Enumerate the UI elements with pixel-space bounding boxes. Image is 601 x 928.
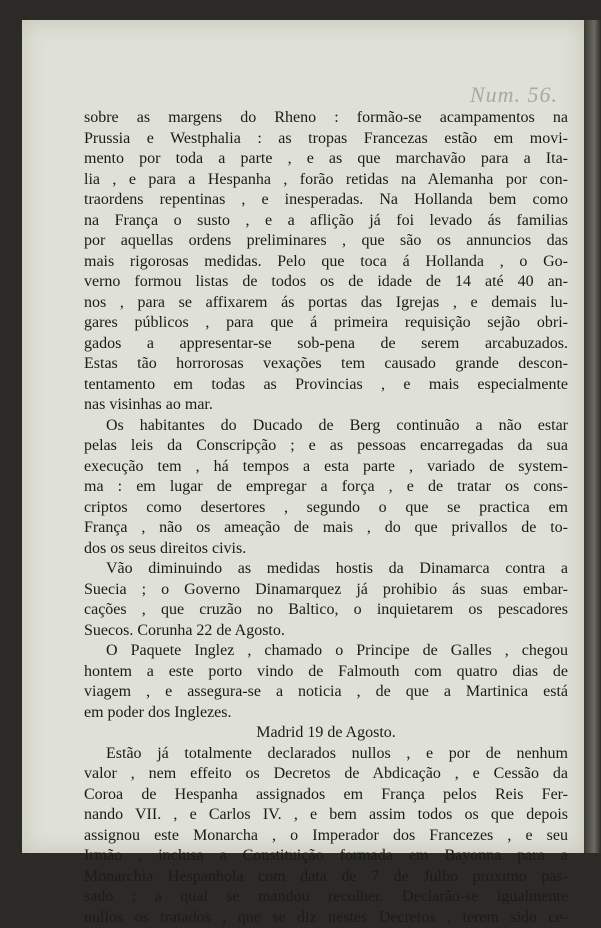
text-line: nando VII. , e Carlos IV. , e bem assim todos os que depois bbox=[84, 805, 568, 826]
text-line: assignou este Monarcha , o Imperador dos Francezes , e seu bbox=[84, 826, 568, 847]
text-line: gados a appresentar-se sob-pena de serem arcabuzados. bbox=[84, 334, 568, 355]
text-line: verno formou listas de todos os de idade de 14 até 40 an- bbox=[84, 272, 568, 293]
text-line: em poder dos Inglezes. bbox=[84, 703, 568, 724]
text-line: nas visinhas ao mar. bbox=[84, 395, 568, 416]
article-body bbox=[84, 108, 568, 928]
text-line: dos os seus direitos civis. bbox=[84, 539, 568, 560]
text-line: Prussia e Westphalia : as tropas Francezas estão em movi- bbox=[84, 129, 568, 150]
text-line: hontem a este porto vindo de Falmouth com quatro dias de bbox=[84, 662, 568, 683]
text-line: Suecos. Corunha 22 de Agosto. bbox=[84, 621, 568, 642]
text-line: Irmão , inclusa a Constituição formada em Bayonna para a bbox=[84, 846, 568, 867]
text-line: viagem , e assegura-se a noticia , de que a Martinica está bbox=[84, 682, 568, 703]
text-line: Madrid 19 de Agosto. bbox=[84, 723, 568, 744]
text-line: França , não os ameação de mais , do que privallos de to- bbox=[84, 518, 568, 539]
text-line: ma : em lugar de empregar a força , e de tratar os cons- bbox=[84, 477, 568, 498]
text-line: Coroa de Hespanha assignados em França pelos Reis Fer- bbox=[84, 785, 568, 806]
text-line: mento por toda a parte , e as que marchavão para a Ita- bbox=[84, 149, 568, 170]
text-line: Os habitantes do Ducado de Berg continuão a não estar bbox=[84, 416, 568, 437]
text-line: cações , que cruzão no Baltico, o inquietarem os pescadores bbox=[84, 600, 568, 621]
text-line: pelas leis da Conscripção ; e as pessoas encarregadas da sua bbox=[84, 436, 568, 457]
text-line: na França o susto , e a aflição já foi levado ás familias bbox=[84, 211, 568, 232]
text-line: valor , nem effeito os Decretos de Abdicação , e Cessão da bbox=[84, 764, 568, 785]
text-line: Suecia ; o Governo Dinamarquez já prohibio ás suas embar- bbox=[84, 580, 568, 601]
text-line: criptos como desertores , segundo o que se practica em bbox=[84, 498, 568, 519]
text-line: execução tem , há tempos a esta parte , variado de system- bbox=[84, 457, 568, 478]
text-line: nullos os tratados , que se diz nestes Decretos , terem sido ce- bbox=[84, 908, 568, 928]
text-line: sobre as margens do Rheno : formão-se acampamentos na bbox=[84, 108, 568, 129]
text-line: mais rigorosas medidas. Pelo que toca á Hollanda , o Go- bbox=[84, 252, 568, 273]
text-line: por aquellas ordens preliminares , que são os annuncios das bbox=[84, 231, 568, 252]
text-line: tentamento em todas as Provincias , e mais especialmente bbox=[84, 375, 568, 396]
text-line: lia , e para a Hespanha , forão retidas na Alemanha por con- bbox=[84, 170, 568, 191]
text-line: sado ; a qual se mandou recolher. Declarão-se igualmente bbox=[84, 887, 568, 908]
text-line: Monarchia Hespanhola com data de 7 de Julho proximo pas- bbox=[84, 867, 568, 888]
text-line: gares públicos , para que á primeira requisição sejão obri- bbox=[84, 313, 568, 334]
text-line: Estão já totalmente declarados nullos , e por de nenhum bbox=[84, 744, 568, 765]
newspaper-page bbox=[22, 20, 584, 853]
page-binding-edge bbox=[584, 20, 601, 853]
page-number: Num. 56. bbox=[470, 82, 558, 108]
text-line: Estas tão horrorosas vexações tem causado grande descon- bbox=[84, 354, 568, 375]
text-line: O Paquete Inglez , chamado o Principe de Galles , chegou bbox=[84, 641, 568, 662]
text-line: traordens repentinas , e inesperadas. Na Hollanda bem como bbox=[84, 190, 568, 211]
text-line: Vão diminuindo as medidas hostis da Dinamarca contra a bbox=[84, 559, 568, 580]
text-line: nos , para se affixarem ás portas das Igrejas , e demais lu- bbox=[84, 293, 568, 314]
